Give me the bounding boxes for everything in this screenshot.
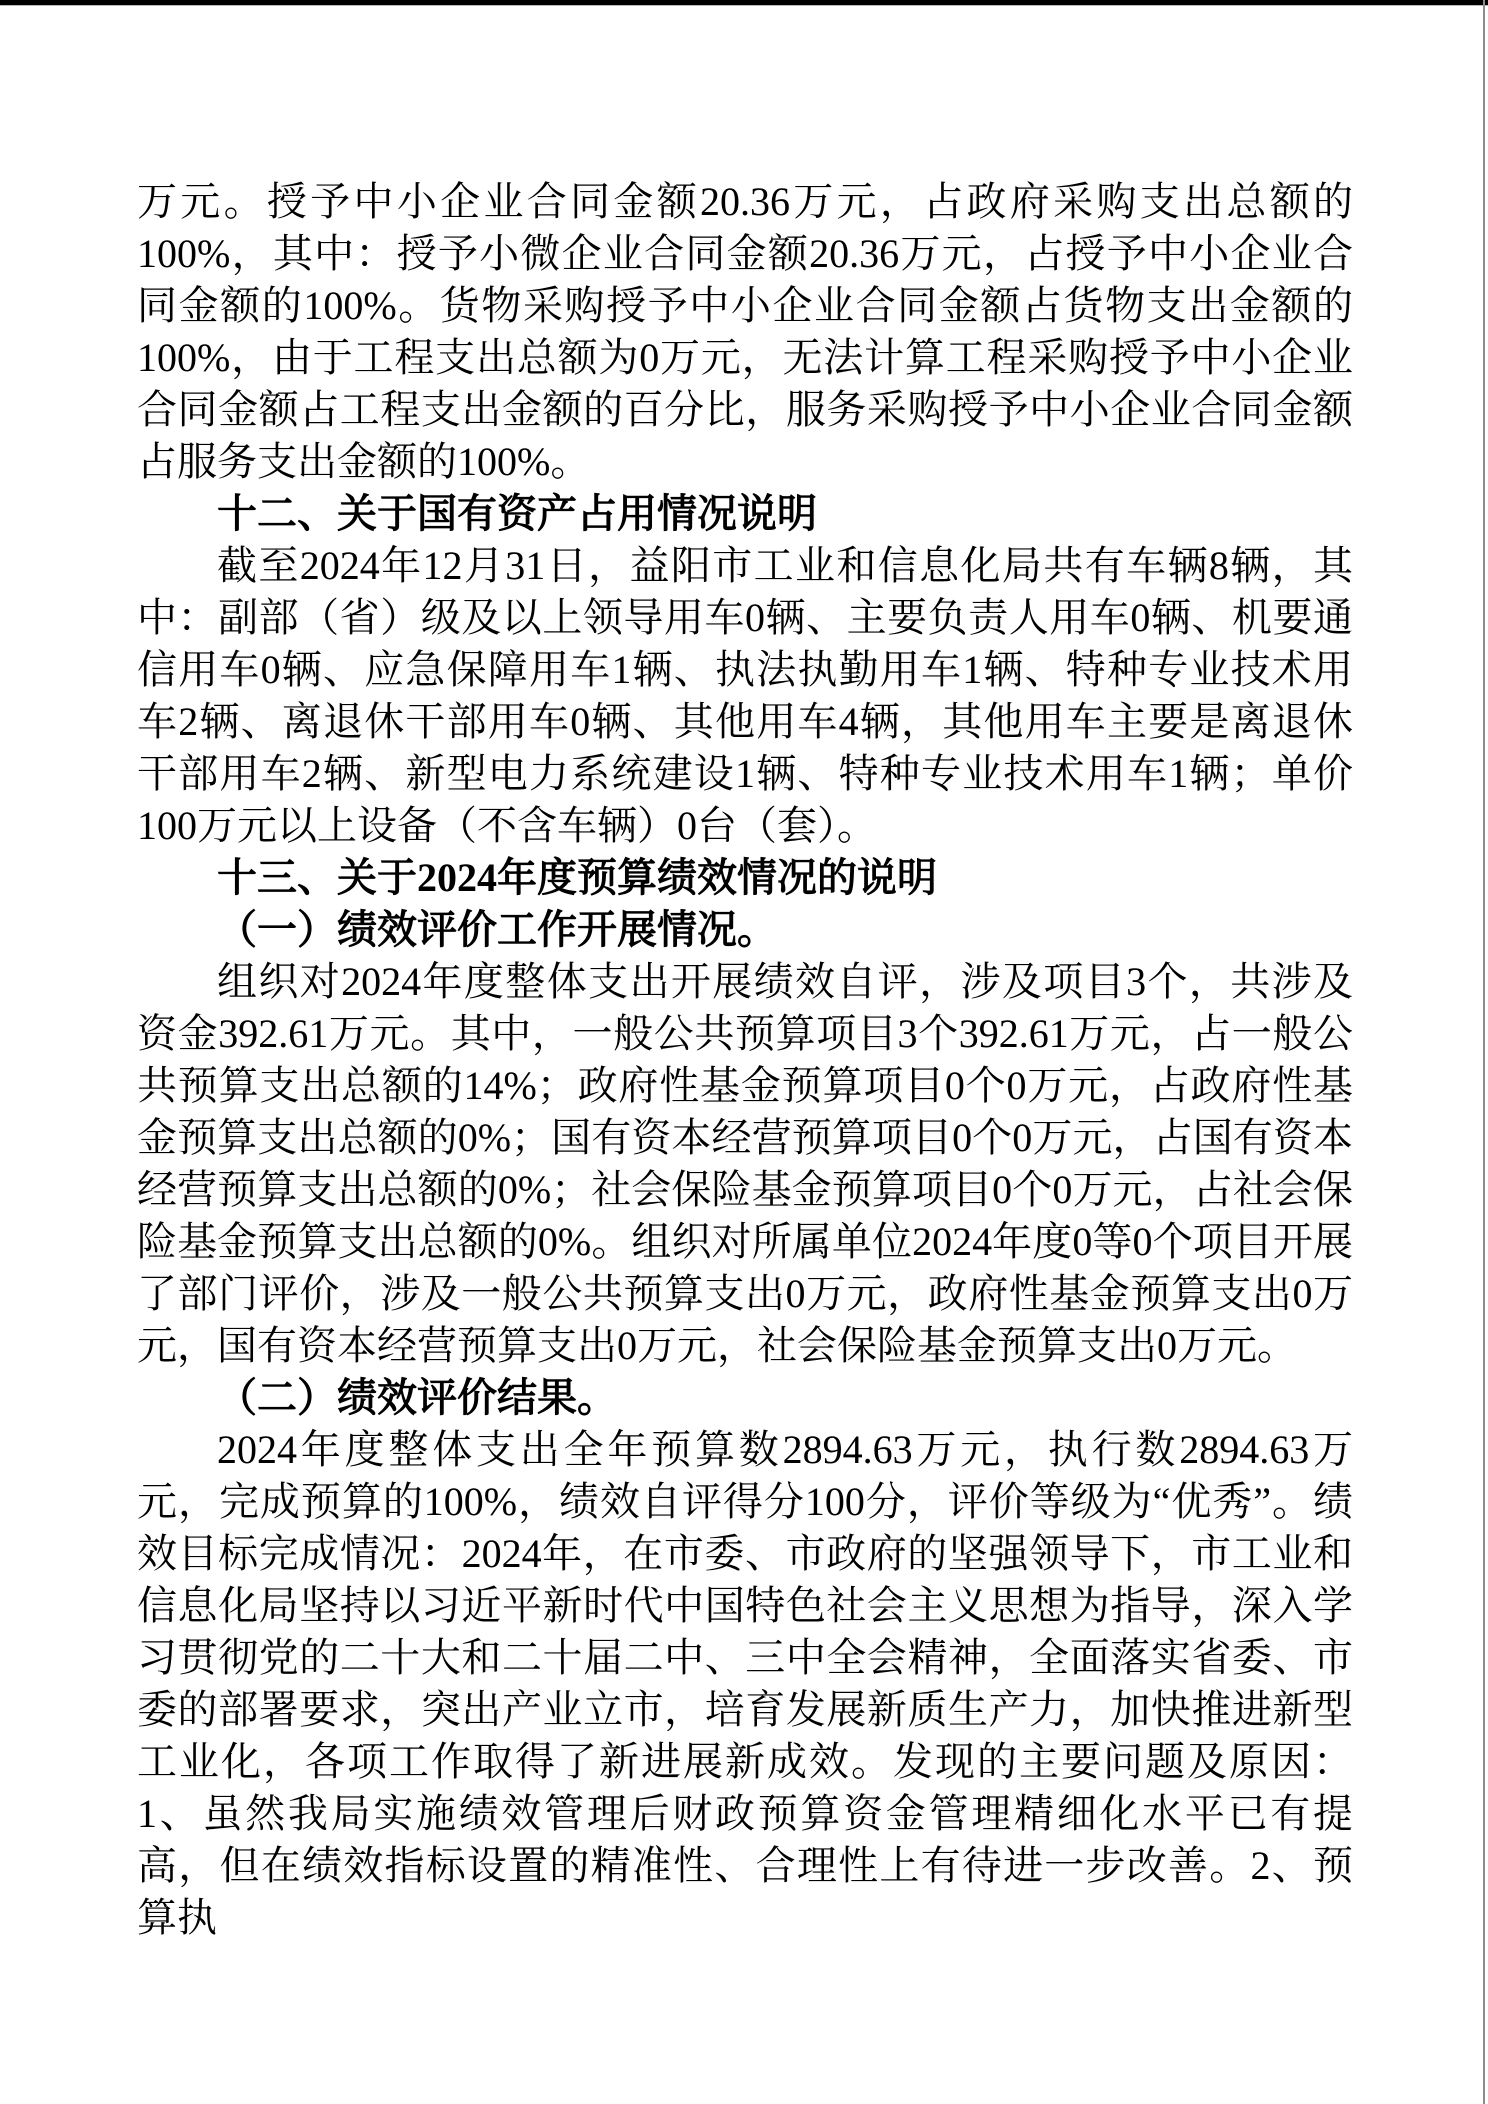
section-heading: （一）绩效评价工作开展情况。 bbox=[217, 907, 777, 952]
paragraph: 万元。授予中小企业合同金额20.36万元，占政府采购支出总额的100%，其中：授予小微企业合同金额20.36万元，占授予中小企业合同金额的100%。货物采购授予中小企业合同金额占货物支出金额的100%，由于工程支出总额为0万元，无法计算工程采购授予中小企业合同金额占工程支出金额的百分比，服务采购授予中小企业合同金额占服务支出金额的100%。 bbox=[137, 179, 1353, 484]
scan-artifact-top-edge-shadow bbox=[0, 5, 1488, 6]
scan-artifact-right-edge bbox=[1483, 0, 1485, 2104]
section-heading: 十二、关于国有资产占用情况说明 bbox=[217, 491, 817, 536]
section-heading: 十三、关于2024年度预算绩效情况的说明 bbox=[217, 855, 937, 900]
paragraph: 组织对2024年度整体支出开展绩效自评，涉及项目3个，共涉及资金392.61万元。其中，一般公共预算项目3个392.61万元，占一般公共预算支出总额的14%；政府性基金预算项目0个0万元，占政府性基金预算支出总额的0%；国有资本经营预算项目0个0万元，占国有资本经营预算支出总额的0%；社会保险基金预算项目0个0万元，占社会保险基金预算支出总额的0%。组织对所属单位2024年度0等0个项目开展了部门评价，涉及一般公共预算支出0万元，政府性基金预算支出0万元，国有资本经营预算支出0万元，社会保险基金预算支出0万元。 bbox=[137, 959, 1353, 1368]
section-heading: （二）绩效评价结果。 bbox=[217, 1375, 617, 1420]
paragraph: 截至2024年12月31日，益阳市工业和信息化局共有车辆8辆，其中：副部（省）级及以上领导用车0辆、主要负责人用车0辆、机要通信用车0辆、应急保障用车1辆、执法执勤用车1辆、特种专业技术用车2辆、离退休干部用车0辆、其他用车4辆，其他用车主要是离退休干部用车2辆、新型电力系统建设1辆、特种专业技术用车1辆；单价100万元以上设备（不含车辆）0台（套）。 bbox=[137, 543, 1353, 848]
paragraph: 2024年度整体支出全年预算数2894.63万元，执行数2894.63万元，完成预算的100%，绩效自评得分100分，评价等级为“优秀”。绩效目标完成情况：2024年，在市委、市政府的坚强领导下，市工业和信息化局坚持以习近平新时代中国特色社会主义思想为指导，深入学习贯彻党的二十大和二十届二中、三中全会精神，全面落实省委、市委的部署要求，突出产业立市，培育发展新质生产力，加快推进新型工业化，各项工作取得了新进展新成效。发现的主要问题及原因：1、虽然我局实施绩效管理后财政预算资金管理精细化水平已有提高，但在绩效指标设置的精准性、合理性上有待进一步改善。2、预算执 bbox=[137, 1427, 1353, 1940]
document-body bbox=[137, 176, 1353, 1944]
